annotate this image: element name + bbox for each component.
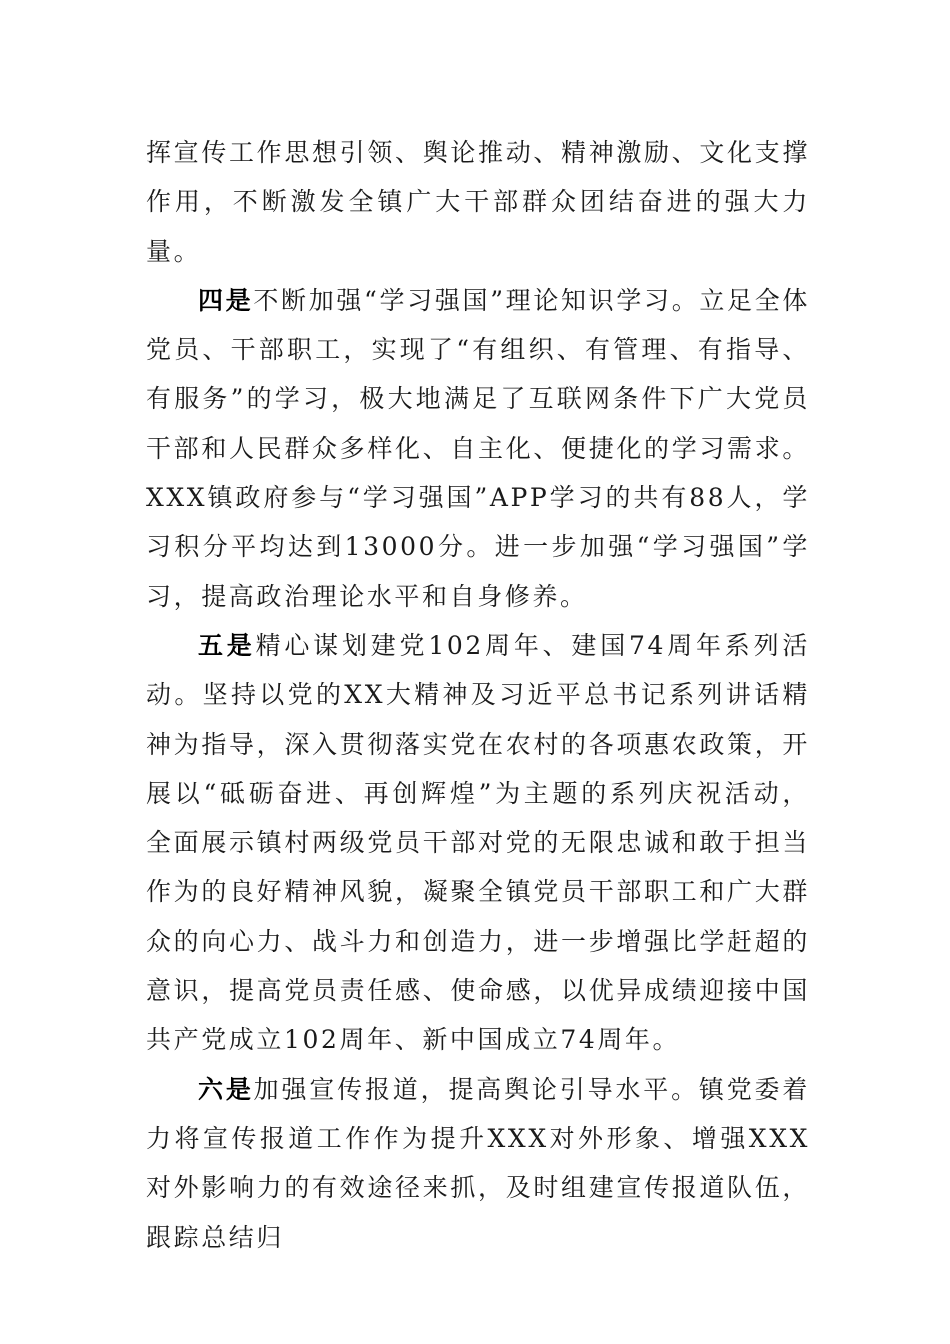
paragraph-point-six [146,1065,810,1262]
paragraph-text: 精心谋划建党102周年、建国74周年系列活动。坚持以党的XX大精神及习近平总书记系列讲话精神为指导，深入贯彻落实党在农村的各项惠农政策，开展以“砥砺奋进、再创辉煌”为主题的系列庆祝活动，全面展示镇村两级党员干部对党的无限忠诚和敢于担当作为的良好精神风貌，凝聚全镇党员干部职工和广大群众的向心力、战斗力和创造力，进一步增强比学赶超的意识，提高党员责任感、使命感，以优异成绩迎接中国共产党成立102周年、新中国成立74周年。 [146,630,810,1055]
paragraph-point-four [146,276,810,621]
paragraph-text: 加强宣传报道，提高舆论引导水平。镇党委着力将宣传报道工作作为提升XXX对外形象、增强XXX对外影响力的有效途径来抓，及时组建宣传报道队伍，跟踪总结归 [146,1074,810,1252]
paragraph-lead: 四是 [198,285,254,315]
document-body [146,128,810,1262]
paragraph-text: 不断加强“学习强国”理论知识学习。立足全体党员、干部职工，实现了“有组织、有管理、有指导、有服务”的学习，极大地满足了互联网条件下广大党员干部和人民群众多样化、自主化、便捷化的学习需求。XXX镇政府参与“学习强国”APP学习的共有88人，学习积分平均达到13000分。进一步加强“学习强国”学习，提高政治理论水平和自身修养。 [146,285,810,611]
paragraph-text: 挥宣传工作思想引领、舆论推动、精神激励、文化支撑作用，不断激发全镇广大干部群众团结奋进的强大力量。 [146,138,810,266]
paragraph-lead: 五是 [198,630,256,660]
paragraph-point-five [146,621,810,1065]
paragraph-continuation [146,128,810,276]
paragraph-lead: 六是 [198,1074,254,1104]
